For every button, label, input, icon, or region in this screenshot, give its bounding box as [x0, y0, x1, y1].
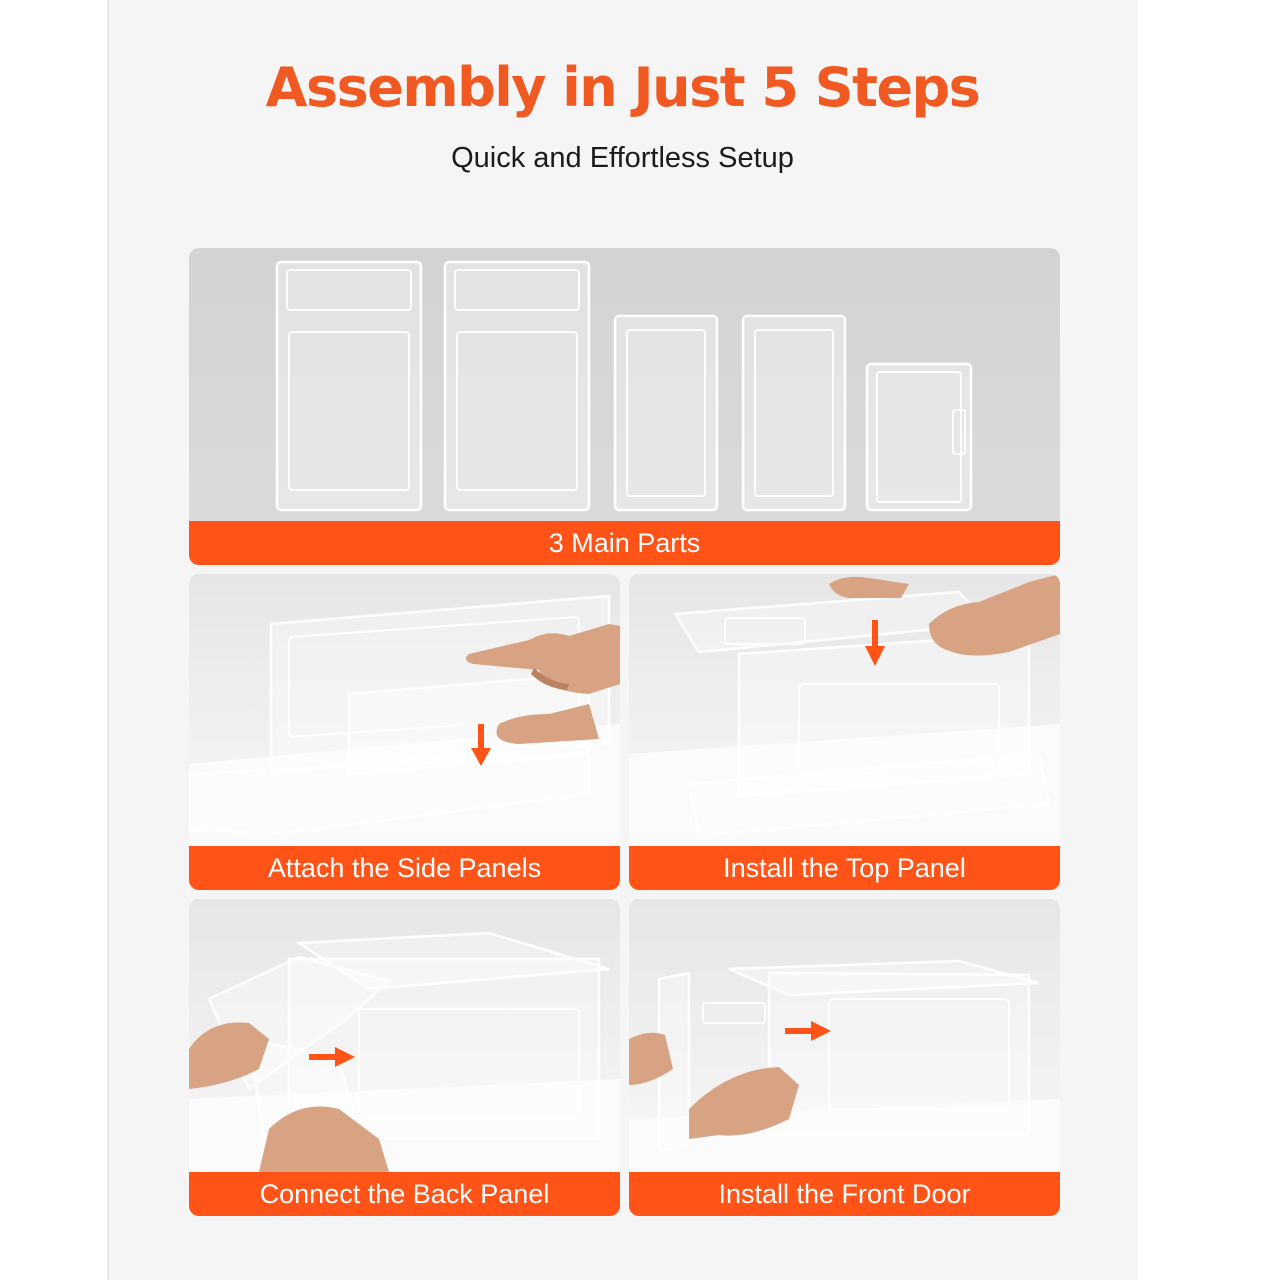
- step-card-main-parts: [189, 248, 1060, 565]
- step-label-front-door: Install the Front Door: [629, 1172, 1060, 1216]
- step-card-side-panels: [189, 574, 620, 890]
- step-label-main-parts: 3 Main Parts: [189, 521, 1060, 565]
- page-subtitle: Quick and Effortless Setup: [451, 142, 794, 174]
- step-card-front-door: [629, 899, 1060, 1216]
- step-card-top-panel: [629, 574, 1060, 890]
- front-door-photo: [629, 899, 1060, 1172]
- step-label-back-panel: Connect the Back Panel: [189, 1172, 620, 1216]
- page-edge-divider: [107, 0, 109, 1280]
- step-label-top-panel: Install the Top Panel: [629, 846, 1060, 890]
- top-panel-photo: [629, 574, 1060, 846]
- page-title: Assembly in Just 5 Steps: [265, 56, 980, 119]
- parts-photo: [189, 248, 1060, 523]
- back-panel-photo: [189, 899, 620, 1172]
- step-label-side-panels: Attach the Side Panels: [189, 846, 620, 890]
- side-panels-photo: [189, 574, 620, 846]
- step-card-back-panel: [189, 899, 620, 1216]
